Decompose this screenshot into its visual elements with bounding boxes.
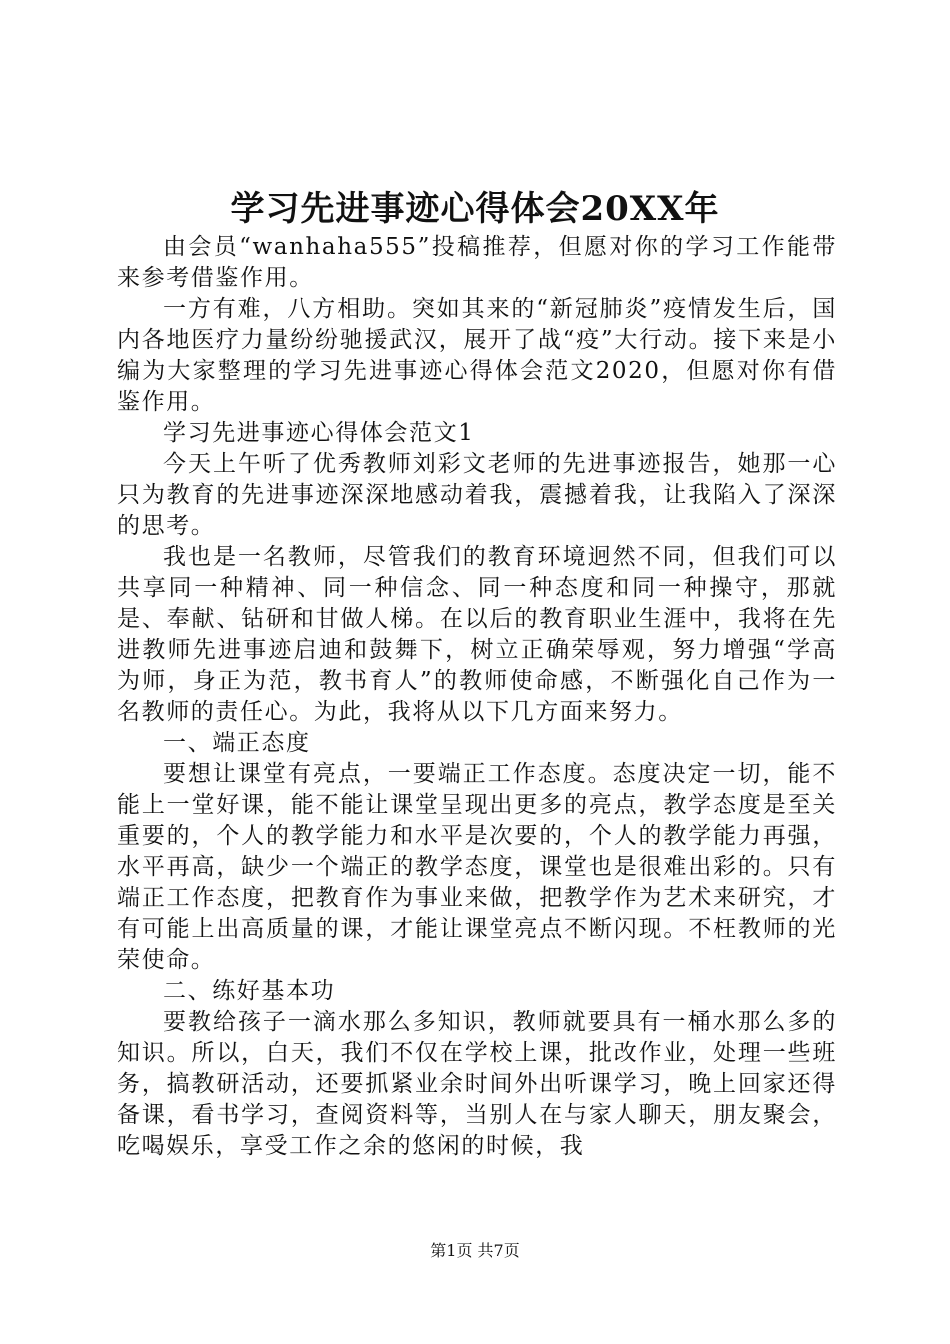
intro-paragraph: 由会员“wanhaha555”投稿推荐，但愿对你的学习工作能带来参考借鉴作用。 — [117, 234, 837, 291]
section-heading: 一、端正态度 — [163, 730, 311, 756]
document-title: 学习先进事迹心得体会20XX年 — [230, 189, 720, 229]
body-paragraph: 我也是一名教师，尽管我们的教育环境迥然不同，但我们可以共享同一种精神、同一种信念、同一种态度和同一种操守，那就是、奉献、钻研和甘做人梯。在以后的教育职业生涯中，我将在先进教师先进事迹启迪和鼓舞下，树立正确荣辱观，努力增强“学高为师，身正为范，教书育人”的教师使命感，不断强化自己作为一名教师的责任心。为此，我将从以下几方面来努力。 — [117, 544, 837, 725]
page-footer: 第1页 共7页 — [430, 1241, 520, 1260]
section-heading: 二、练好基本功 — [163, 978, 336, 1004]
preface-paragraph: 一方有难，八方相助。突如其来的“新冠肺炎”疫情发生后，国内各地医疗力量纷纷驰援武汉，展开了战“疫”大行动。接下来是小编为大家整理的学习先进事迹心得体会范文2020，但愿对你有借鉴作用。 — [117, 296, 837, 415]
document-body — [117, 232, 837, 1162]
body-paragraph: 要教给孩子一滴水那么多知识，教师就要具有一桶水那么多的知识。所以，白天，我们不仅在学校上课，批改作业，处理一些班务，搞教研活动，还要抓紧业余时间外出听课学习，晚上回家还得备课，看书学习，查阅资料等，当别人在与家人聊天，朋友聚会，吃喝娱乐，享受工作之余的悠闲的时候，我 — [117, 1009, 837, 1159]
body-paragraph: 今天上午听了优秀教师刘彩文老师的先进事迹报告，她那一心只为教育的先进事迹深深地感动着我，震撼着我，让我陷入了深深的思考。 — [117, 451, 837, 539]
body-paragraph: 要想让课堂有亮点，一要端正工作态度。态度决定一切，能不能上一堂好课，能不能让课堂呈现出更多的亮点，教学态度是至关重要的，个人的教学能力和水平是次要的，个人的教学能力再强，水平再高，缺少一个端正的教学态度，课堂也是很难出彩的。只有端正工作态度，把教育作为事业来做，把教学作为艺术来研究，才有可能上出高质量的课，才能让课堂亮点不断闪现。不枉教师的光荣使命。 — [117, 761, 837, 973]
sample-heading: 学习先进事迹心得体会范文1 — [163, 420, 475, 446]
